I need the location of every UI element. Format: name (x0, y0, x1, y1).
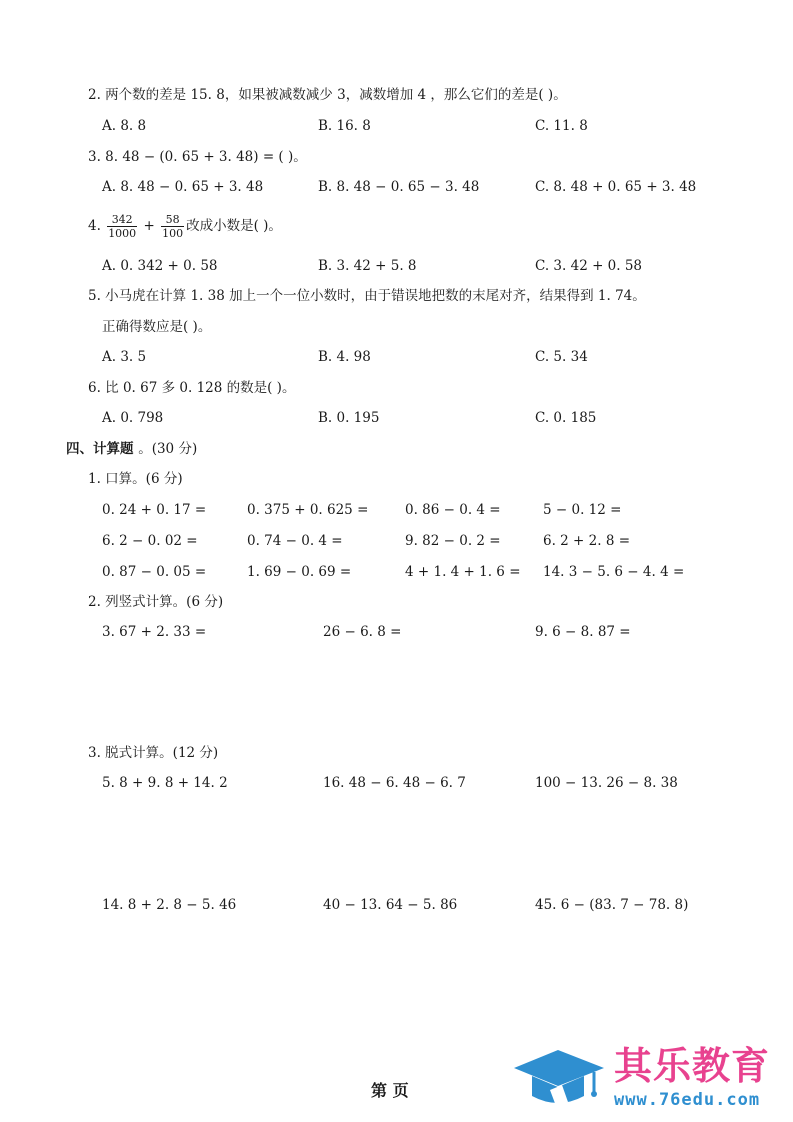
oral-item: 4 + 1. 4 + 1. 6 = (405, 564, 521, 580)
question-6-option-b: B. 0. 195 (318, 410, 380, 426)
vertical-calc-title: 2. 列竖式计算。(6 分) (88, 594, 224, 610)
oral-item: 6. 2 + 2. 8 = (543, 533, 631, 549)
fraction-numerator: 342 (107, 213, 137, 227)
question-5-stem-line2: 正确得数应是( )。 (102, 319, 212, 335)
question-3-option-b: B. 8. 48 − 0. 65 − 3. 48 (318, 179, 480, 195)
stepwise-item: 40 − 13. 64 − 5. 86 (323, 897, 458, 913)
question-4-suffix: 改成小数是( )。 (186, 218, 282, 234)
oral-item: 5 − 0. 12 = (543, 502, 622, 518)
stepwise-item: 5. 8 + 9. 8 + 14. 2 (102, 775, 228, 791)
question-5-stem: 5. 小马虎在计算 1. 38 加上一个一位小数时，由于错误地把数的末尾对齐，结果得到 1. 74。 (88, 288, 646, 304)
oral-item: 0. 375 + 0. 625 = (247, 502, 369, 518)
question-2-option-b: B. 16. 8 (318, 118, 371, 134)
vertical-item: 3. 67 + 2. 33 = (102, 624, 207, 640)
section-4-title-bold: 四、计算题 (66, 441, 139, 457)
question-2-option-a: A. 8. 8 (102, 118, 147, 134)
oral-item: 6. 2 − 0. 02 = (102, 533, 198, 549)
stepwise-calc-title: 3. 脱式计算。(12 分) (88, 745, 219, 761)
page-number-label: 第 页 (371, 1081, 409, 1100)
question-5-option-b: B. 4. 98 (318, 349, 371, 365)
oral-item: 0. 74 − 0. 4 = (247, 533, 343, 549)
logo-name: 其乐教育 (614, 1044, 771, 1088)
question-4-option-c: C. 3. 42 + 0. 58 (535, 258, 643, 274)
question-6-option-a: A. 0. 798 (102, 410, 164, 426)
fraction-denominator: 100 (162, 227, 184, 240)
oral-calc-title: 1. 口算。(6 分) (88, 471, 183, 487)
stepwise-item: 100 − 13. 26 − 8. 38 (535, 775, 678, 791)
question-3-stem: 3. 8. 48 − (0. 65 + 3. 48) = ( )。 (88, 149, 307, 165)
oral-item: 0. 86 − 0. 4 = (405, 502, 501, 518)
oral-item: 0. 24 + 0. 17 = (102, 502, 207, 518)
logo-url: www.76edu.com (614, 1090, 761, 1110)
question-4-stem (88, 210, 282, 242)
fraction-342-1000 (107, 213, 137, 240)
question-3-option-c: C. 8. 48 + 0. 65 + 3. 48 (535, 179, 697, 195)
logo (510, 1044, 793, 1116)
question-4-option-b: B. 3. 42 + 5. 8 (318, 258, 417, 274)
vertical-item: 9. 6 − 8. 87 = (535, 624, 631, 640)
oral-item: 1. 69 − 0. 69 = (247, 564, 352, 580)
question-6-stem: 6. 比 0. 67 多 0. 128 的数是( )。 (88, 380, 296, 396)
fraction-58-100 (161, 213, 184, 240)
question-3-option-a: A. 8. 48 − 0. 65 + 3. 48 (102, 179, 264, 195)
fraction-numerator: 58 (161, 213, 184, 227)
question-2-stem: 2. 两个数的差是 15. 8，如果被减数减少 3，减数增加 4 ，那么它们的差是( )。 (88, 87, 567, 103)
question-6-option-c: C. 0. 185 (535, 410, 597, 426)
question-5-option-a: A. 3. 5 (102, 349, 147, 365)
oral-item: 9. 82 − 0. 2 = (405, 533, 501, 549)
question-4-option-a: A. 0. 342 + 0. 58 (102, 258, 218, 274)
section-4-title-score: 。(30 分) (138, 441, 198, 457)
stepwise-item: 16. 48 − 6. 48 − 6. 7 (323, 775, 466, 791)
fraction-denominator: 1000 (108, 227, 137, 240)
question-2-option-c: C. 11. 8 (535, 118, 588, 134)
oral-item: 14. 3 − 5. 6 − 4. 4 = (543, 564, 685, 580)
question-4-number: 4. (88, 218, 101, 234)
section-4-title (66, 440, 197, 458)
vertical-item: 26 − 6. 8 = (323, 624, 402, 640)
oral-item: 0. 87 − 0. 05 = (102, 564, 207, 580)
graduation-cap-icon (510, 1046, 608, 1114)
stepwise-item: 45. 6 − (83. 7 − 78. 8) (535, 897, 689, 913)
stepwise-item: 14. 8 + 2. 8 − 5. 46 (102, 897, 237, 913)
question-5-option-c: C. 5. 34 (535, 349, 588, 365)
plus-sign: + (143, 218, 155, 234)
